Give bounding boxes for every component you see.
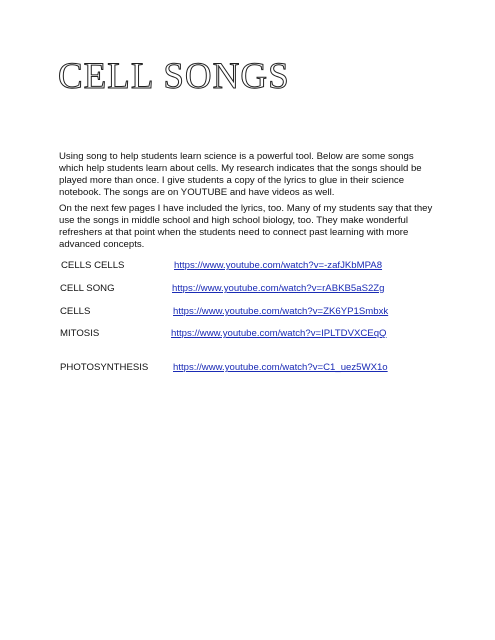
lyrics-paragraph: On the next few pages I have included the lyrics, too. Many of my students say that they use the songs in middle school and high school biology, too. They make wonderful refreshers at that point when the students need to connect past learning with more advanced concepts. [59, 203, 433, 250]
song-row-mitosis [0, 328, 495, 342]
song-link[interactable]: https://www.youtube.com/watch?v=C1_uez5WX1o [173, 362, 388, 373]
song-row-cells [0, 306, 495, 320]
song-row-cells-cells [0, 260, 495, 274]
song-link[interactable]: https://www.youtube.com/watch?v=rABKB5aS2Zg [172, 283, 385, 294]
document-title: CELL SONGS [58, 56, 290, 97]
song-name: MITOSIS [60, 328, 100, 339]
song-name: PHOTOSYNTHESIS [60, 362, 149, 373]
song-link[interactable]: https://www.youtube.com/watch?v=ZK6YP1Smbxk [173, 306, 389, 317]
song-row-cell-song [0, 283, 495, 297]
song-link[interactable]: https://www.youtube.com/watch?v=IPLTDVXCEqQ [171, 328, 387, 339]
intro-paragraph: Using song to help students learn science is a powerful tool. Below are some songs which help students learn about cells. My research indicates that the songs should be played more than once. I give students a copy of the lyrics to glue in their science notebook. The songs are on YOUTUBE and have videos as well. [59, 151, 422, 198]
song-name: CELLS [60, 306, 91, 317]
song-name: CELL SONG [60, 283, 115, 294]
song-name: CELLS CELLS [61, 260, 125, 271]
song-row-photosynthesis [0, 362, 495, 376]
song-link[interactable]: https://www.youtube.com/watch?v=-zafJKbMPA8 [174, 260, 383, 271]
